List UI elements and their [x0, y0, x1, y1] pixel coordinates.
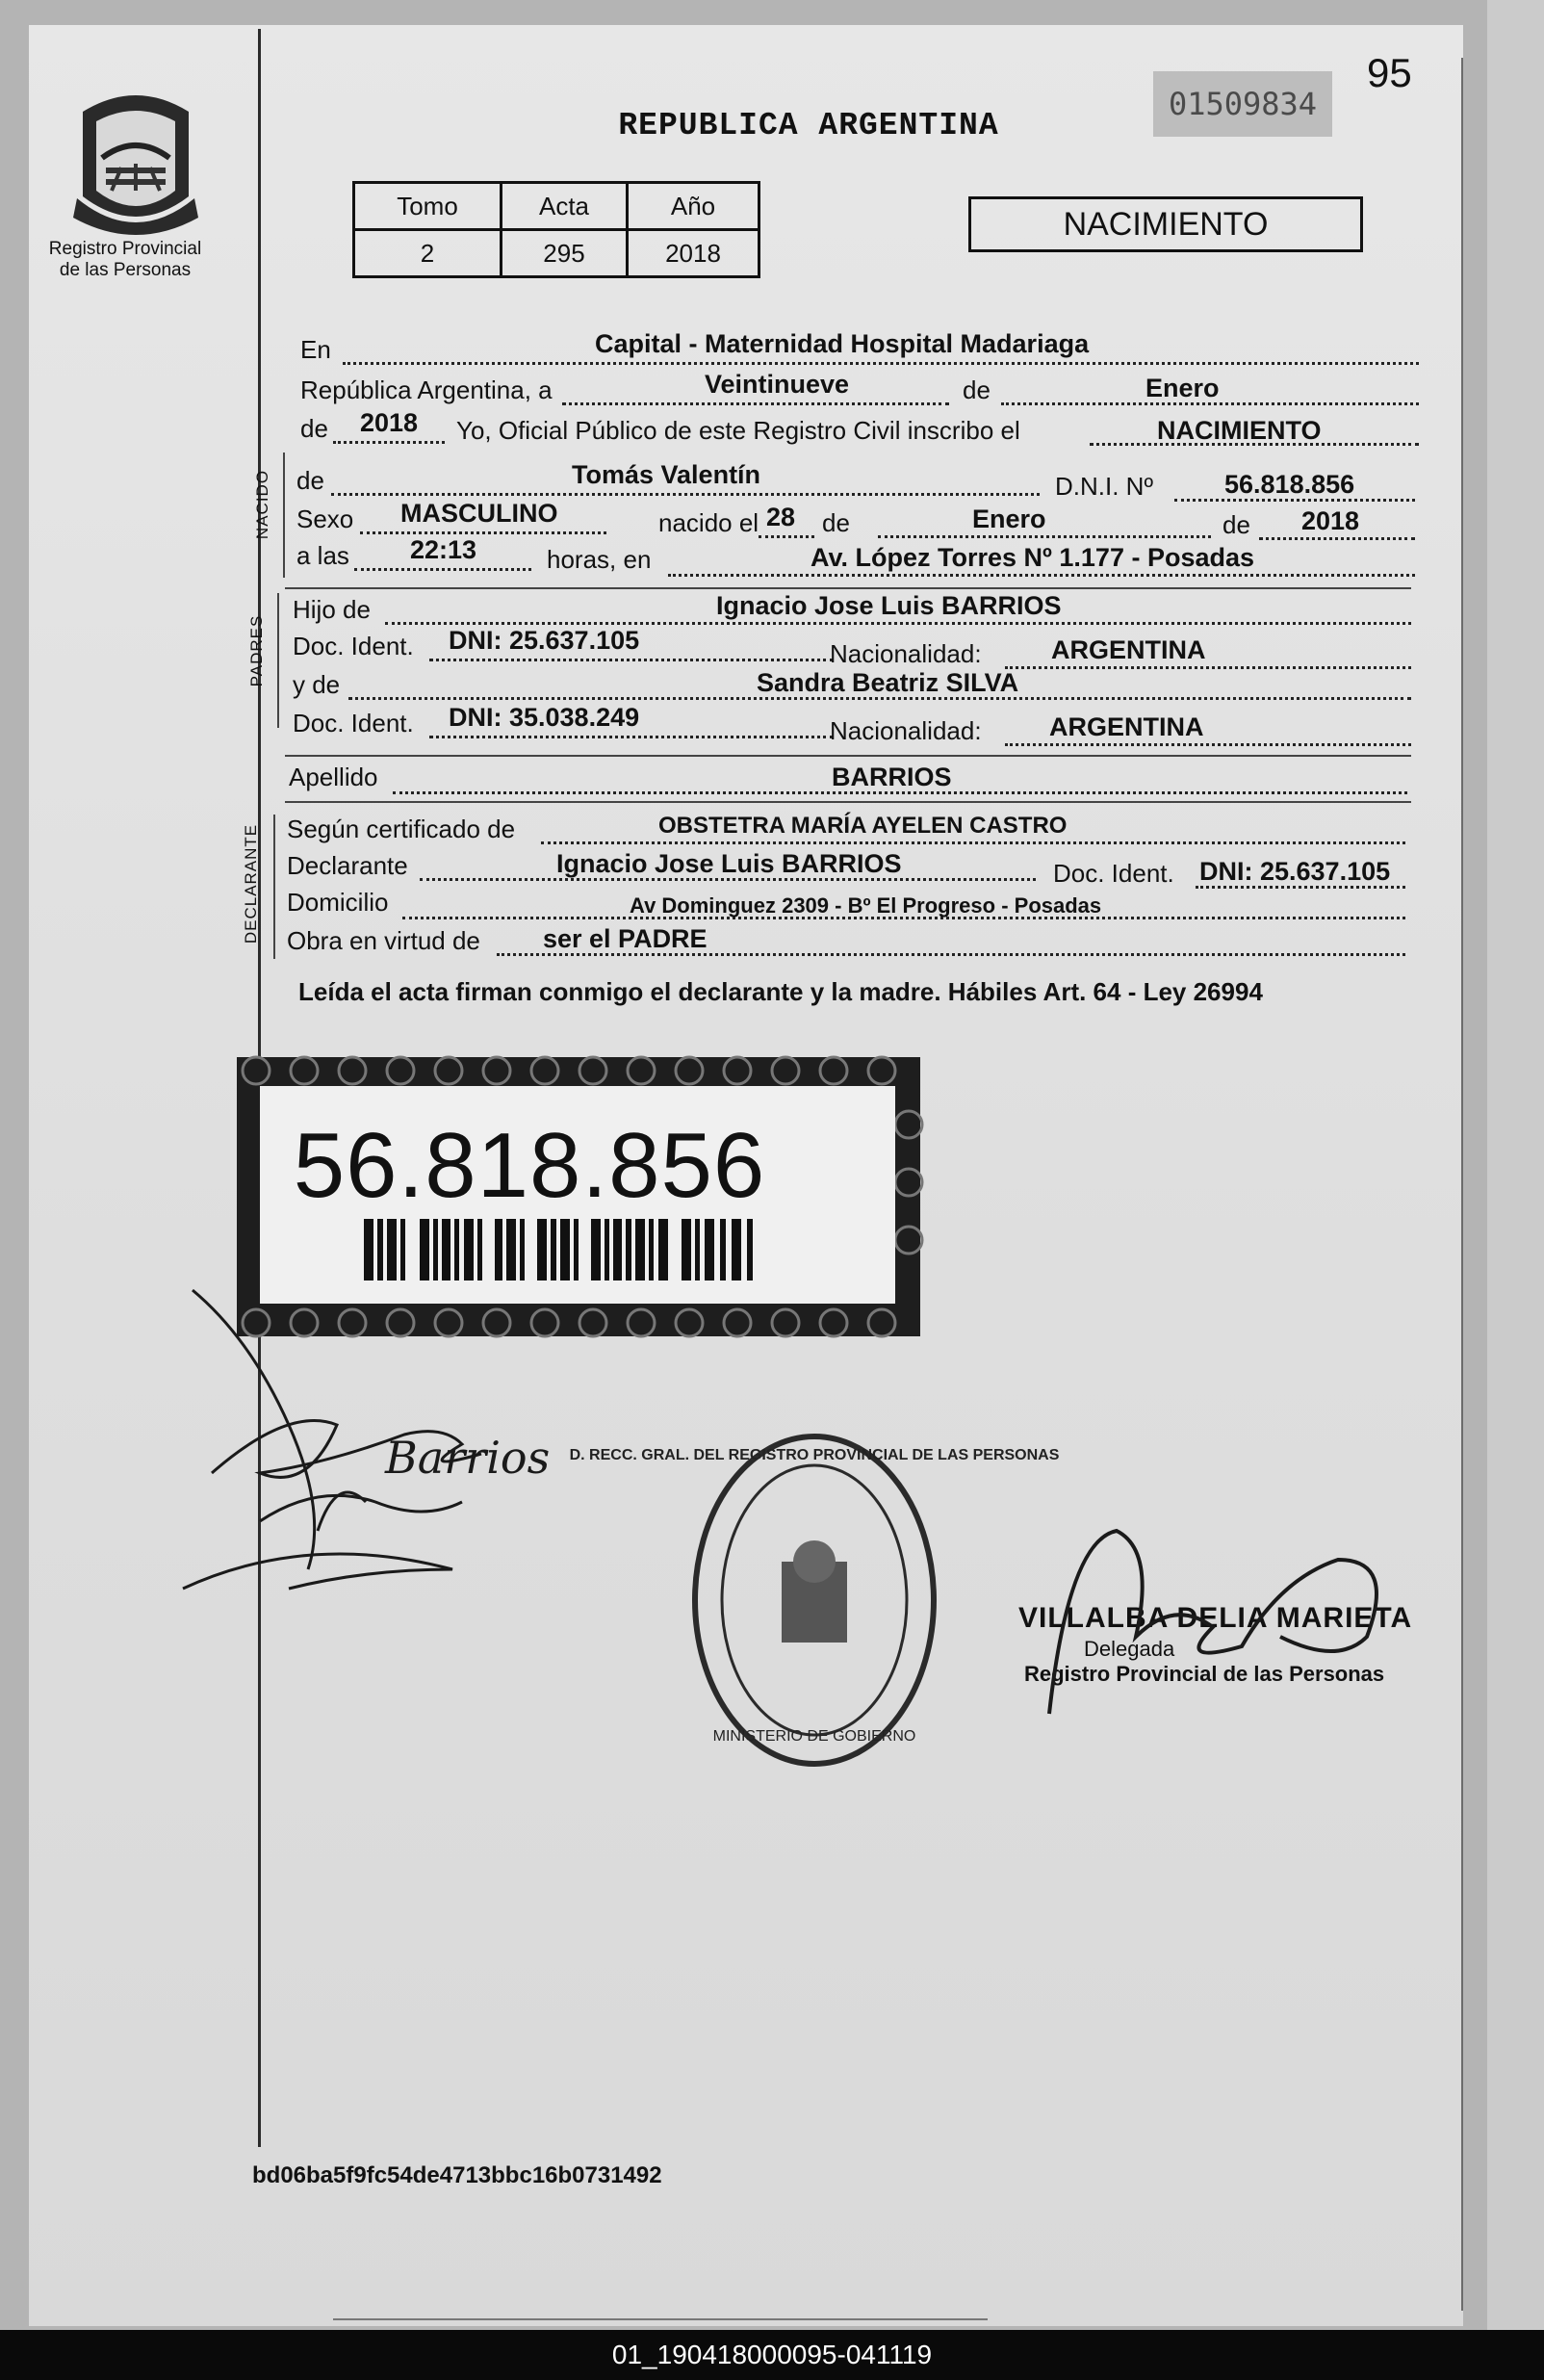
label-obra: Obra en virtud de [287, 926, 480, 955]
book-table [352, 181, 760, 278]
value-declarant-doc: DNI: 25.637.105 [1199, 857, 1391, 886]
label-domicile: Domicilio [287, 888, 389, 917]
section-label-declarante: DECLARANTE [242, 823, 260, 944]
value-father-nationality: ARGENTINA [1051, 635, 1206, 664]
label-declarant: Declarante [287, 851, 408, 880]
declarant-signature [173, 1281, 551, 1608]
section-bar-declarante [273, 815, 275, 959]
official-seal-stamp [569, 1417, 1060, 1783]
row-nacido-name [296, 460, 1415, 499]
value-month: Enero [1145, 374, 1220, 402]
label-father-doc: Doc. Ident. [293, 632, 414, 660]
value-registry: NACIMIENTO [1157, 416, 1322, 445]
value-certificate: OBSTETRA MARÍA AYELEN CASTRO [658, 813, 1068, 839]
value-apellido: BARRIOS [832, 763, 952, 791]
official-registry: Registro Provincial de las Personas [1024, 1662, 1385, 1686]
label-sex: Sexo [296, 504, 354, 533]
official-signature [1030, 1521, 1396, 1714]
label-de-year: de [300, 414, 328, 443]
value-declarant: Ignacio Jose Luis BARRIOS [556, 849, 902, 878]
section-label-padres: PADRES [247, 614, 266, 687]
row-nacido-time [296, 535, 1415, 574]
value-birth-place: Av. López Torres Nº 1.177 - Posadas [811, 543, 1255, 572]
row-mother [293, 664, 1411, 703]
registry-line-2: de las Personas [59, 260, 192, 280]
label-en: En [300, 335, 331, 364]
closing-note: Leída el acta firman conmigo el declarante y la madre. Hábiles Art. 64 - Ley 26994 [298, 977, 1263, 1006]
value-mother-doc: DNI: 35.038.249 [449, 703, 640, 732]
label-apellido: Apellido [289, 763, 378, 791]
row-mother-doc [293, 703, 1411, 745]
label-nacido-de: de [296, 466, 324, 495]
value-mother-name: Sandra Beatriz SILVA [757, 668, 1019, 697]
value-obra: ser el PADRE [543, 924, 708, 953]
registry-line-1: Registro Provincial [48, 239, 202, 259]
dni-sticker-number: 56.818.856 [293, 1114, 766, 1217]
book-header-acta: Acta [502, 183, 628, 230]
book-value-acta: 295 [502, 230, 628, 277]
label-born: nacido el [658, 508, 759, 537]
value-father-name: Ignacio Jose Luis BARRIOS [716, 591, 1062, 620]
label-time: a las [296, 541, 349, 570]
label-mother-doc: Doc. Ident. [293, 709, 414, 737]
value-year: 2018 [360, 408, 419, 437]
row-nacido-sex [296, 497, 1415, 539]
section-bar-padres [277, 593, 279, 728]
declarant-signature-text: Barrios [385, 1432, 551, 1484]
act-type-box: NACIMIENTO [968, 196, 1363, 252]
label-dni: D.N.I. Nº [1055, 472, 1153, 501]
document-hash: bd06ba5f9fc54de4713bbc16b0731492 [252, 2162, 662, 2188]
row-father-doc [293, 626, 1411, 668]
provincial-coat-of-arms-logo [64, 83, 208, 239]
label-republica: República Argentina, a [300, 375, 553, 404]
row-declarant [287, 847, 1405, 886]
barcode-graphic [364, 1219, 768, 1281]
row-obra [287, 922, 1405, 961]
footer-file-id: 01_190418000095-041119 [0, 2330, 1544, 2380]
label-declarant-doc: Doc. Ident. [1053, 859, 1174, 888]
margin-line-right [1461, 58, 1463, 2311]
value-time: 22:13 [410, 535, 477, 564]
value-day: Veintinueve [705, 370, 850, 399]
document-title: REPUBLICA ARGENTINA [618, 108, 999, 143]
official-role: Delegada [1084, 1637, 1175, 1661]
book-header-anio: Año [628, 183, 759, 230]
value-domicile: Av Dominguez 2309 - Bº El Progreso - Posadas [630, 893, 1102, 918]
label-born-de2: de [1222, 510, 1250, 539]
label-father: Hijo de [293, 595, 371, 624]
label-father-nationality: Nacionalidad: [830, 639, 982, 668]
label-de: de [963, 375, 991, 404]
value-child-name: Tomás Valentín [572, 460, 761, 489]
row-domicile [287, 886, 1405, 924]
dni-sticker-inner [260, 1086, 895, 1304]
label-certificate: Según certificado de [287, 815, 516, 843]
row-republica [300, 370, 1419, 408]
registry-label [29, 239, 221, 281]
value-mother-nationality: ARGENTINA [1049, 712, 1204, 741]
value-child-dni: 56.818.856 [1224, 470, 1355, 499]
row-father [293, 589, 1411, 628]
row-certificate [287, 809, 1405, 847]
value-born-year: 2018 [1301, 506, 1360, 535]
value-born-month: Enero [972, 504, 1046, 533]
label-mother-nationality: Nacionalidad: [830, 716, 982, 745]
row-en [300, 329, 1419, 368]
label-mother: y de [293, 670, 341, 699]
label-born-de: de [822, 508, 850, 537]
label-hours: horas, en [547, 545, 652, 574]
value-father-doc: DNI: 25.637.105 [449, 626, 640, 655]
page-number: 95 [1367, 50, 1412, 95]
label-registry-text: Yo, Oficial Público de este Registro Civil inscribo el [456, 416, 1020, 445]
official-name: VILLALBA DELIA MARIETA [1018, 1602, 1413, 1634]
divider-3 [285, 801, 1411, 803]
section-label-nacido: NACIDO [253, 469, 271, 540]
seal-outer-text: D. RECC. GRAL. DEL REGISTRO PROVINCIAL DE LAS PERSONAS [569, 1447, 1060, 1463]
row-year [300, 408, 1419, 447]
value-born-day: 28 [766, 503, 796, 531]
book-table-header-row [354, 183, 759, 230]
row-apellido [289, 757, 1407, 795]
serial-number: 01509834 [1153, 71, 1332, 137]
book-header-tomo: Tomo [354, 183, 502, 230]
value-sex: MASCULINO [400, 499, 558, 528]
value-place: Capital - Maternidad Hospital Madariaga [595, 329, 1090, 358]
book-table-value-row [354, 230, 759, 277]
book-value-anio: 2018 [628, 230, 759, 277]
section-bar-nacido [283, 453, 285, 578]
seal-inner-text: MINISTERIO DE GOBIERNO [712, 1728, 916, 1745]
book-value-tomo: 2 [354, 230, 502, 277]
page-edge [1487, 0, 1544, 2349]
